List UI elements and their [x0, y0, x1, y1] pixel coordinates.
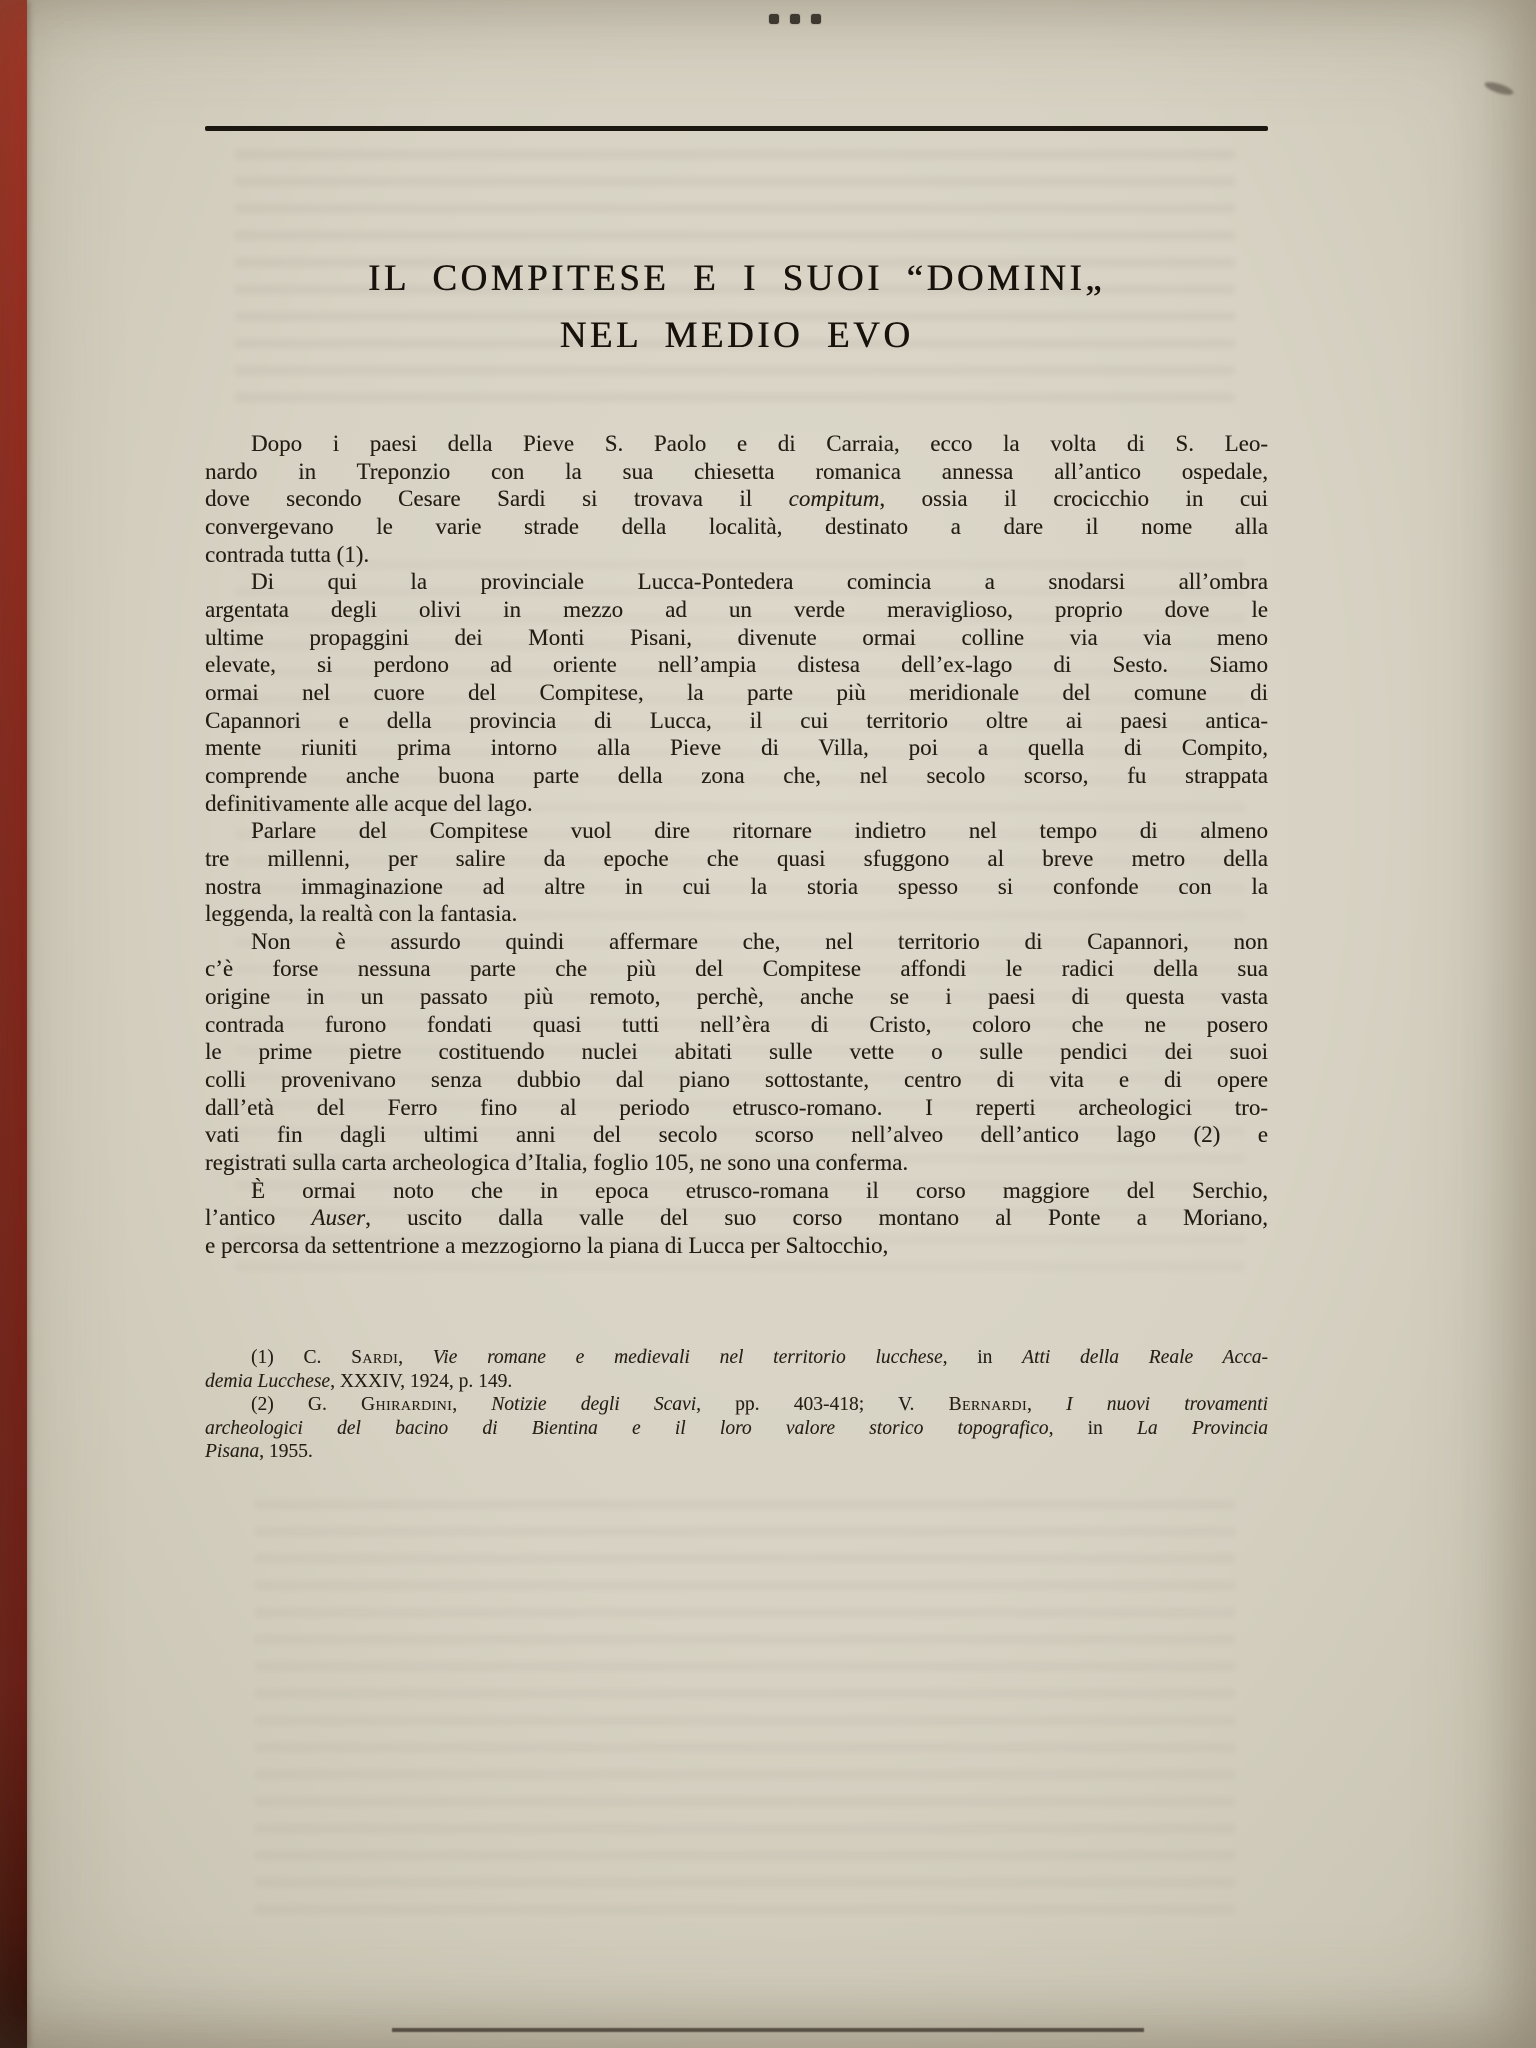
bottom-edge-rule: [392, 2028, 1144, 2032]
body-line: colli provenivano senza dubbio dal piano sottostante, centro di vita e di opere: [205, 1067, 1268, 1093]
body-line: comprende anche buona parte della zona che, nel secolo scorso, fu strappata: [205, 762, 1268, 788]
dot-icon: [790, 14, 800, 24]
footnote-line: archeologici del bacino di Bientina e il loro valore storico topografico, in La Provincia: [205, 1417, 1269, 1439]
body-line: origine in un passato più remoto, perchè, anche se i paesi di questa vasta: [205, 984, 1268, 1010]
body-line: convergevano le varie strade della località, destinato a dare il nome alla: [205, 513, 1268, 539]
body-line: contrada tutta (1).: [205, 541, 370, 567]
body-line: definitivamente alle acque del lago.: [205, 790, 533, 816]
body-line: Capannori e della provincia di Lucca, il cui territorio oltre ai paesi antica-: [205, 707, 1268, 733]
body-line: nardo in Treponzio con la sua chiesetta romanica annessa all’antico ospedale,: [205, 458, 1268, 484]
body-line: tre millenni, per salire da epoche che quasi sfuggono al breve metro della: [205, 845, 1268, 871]
body-line: dove secondo Cesare Sardi si trovava il compitum, ossia il crocicchio in cui: [205, 486, 1268, 512]
footnote-line: demia Lucchese, XXXIV, 1924, p. 149.: [205, 1370, 513, 1392]
body-line: Di qui la provinciale Lucca-Pontedera comincia a snodarsi all’ombra: [251, 569, 1268, 595]
body-line: nostra immaginazione ad altre in cui la storia spesso si confonde con la: [205, 873, 1268, 899]
body-line: mente riuniti prima intorno alla Pieve di Villa, poi a quella di Compito,: [205, 735, 1268, 761]
body-line: vati fin dagli ultimi anni del secolo scorso nell’alveo dell’antico lago (2) e: [205, 1122, 1268, 1148]
body-line: ultime propaggini dei Monti Pisani, divenute ormai colline via via meno: [205, 624, 1268, 650]
binding-strip: [0, 0, 27, 2048]
ornament-dots: [27, 14, 1536, 24]
body-line: le prime pietre costituendo nuclei abitati sulle vette o sulle pendici dei suoi: [205, 1039, 1268, 1065]
dot-icon: [769, 14, 779, 24]
body-line: Dopo i paesi della Pieve S. Paolo e di Carraia, ecco la volta di S. Leo-: [251, 431, 1268, 456]
body-line: dall’età del Ferro fino al periodo etrusco-romano. I reperti archeologici tro-: [205, 1094, 1268, 1120]
ink-speck: [1483, 80, 1514, 98]
body-line: Non è assurdo quindi affermare che, nel territorio di Capannori, non: [251, 928, 1268, 954]
bleed-through-text: [255, 1500, 1235, 1930]
body-line: registrati sulla carta archeologica d’Italia, foglio 105, ne sono una conferma.: [205, 1150, 909, 1176]
body-line: c’è forse nessuna parte che più del Compitese affondi le radici della sua: [205, 956, 1268, 982]
body-line: elevate, si perdono ad oriente nell’ampia distesa dell’ex-lago di Sesto. Siamo: [205, 652, 1268, 678]
body-line: argentata degli olivi in mezzo ad un verde meraviglioso, proprio dove le: [205, 596, 1268, 622]
body-line: Parlare del Compitese vuol dire ritornare indietro nel tempo di almeno: [251, 818, 1268, 844]
header-rule: [205, 126, 1268, 131]
body-line: ormai nel cuore del Compitese, la parte più meridionale del comune di: [205, 679, 1268, 705]
footnote-line: (2) G. Ghirardini, Notizie degli Scavi, pp. 403-418; V. Bernardi, I nuovi trovamenti: [251, 1394, 1269, 1415]
title-line-2: NEL MEDIO EVO: [559, 315, 914, 356]
footnote-line: Pisana, 1955.: [205, 1441, 313, 1462]
article-title: [205, 250, 1268, 364]
body-line: leggenda, la realtà con la fantasia.: [205, 901, 518, 927]
article-body: [205, 430, 1268, 1260]
body-line: l’antico Auser, uscito dalla valle del suo corso montano al Ponte a Moriano,: [205, 1205, 1268, 1231]
body-line: e percorsa da settentrione a mezzogiorno la piana di Lucca per Saltocchio,: [205, 1233, 889, 1259]
footnotes: [205, 1346, 1268, 1464]
footnote-line: (1) C. Sardi, Vie romane e medievali nel territorio lucchese, in Atti della Reale Acca-: [251, 1347, 1269, 1368]
body-line: È ormai noto che in epoca etrusco-romana il corso maggiore del Serchio,: [251, 1177, 1268, 1203]
body-line: contrada furono fondati quasi tutti nell’èra di Cristo, coloro che ne posero: [205, 1011, 1268, 1037]
dot-icon: [811, 14, 821, 24]
title-line-1: IL COMPITESE E I SUOI “DOMINI„: [367, 258, 1106, 299]
